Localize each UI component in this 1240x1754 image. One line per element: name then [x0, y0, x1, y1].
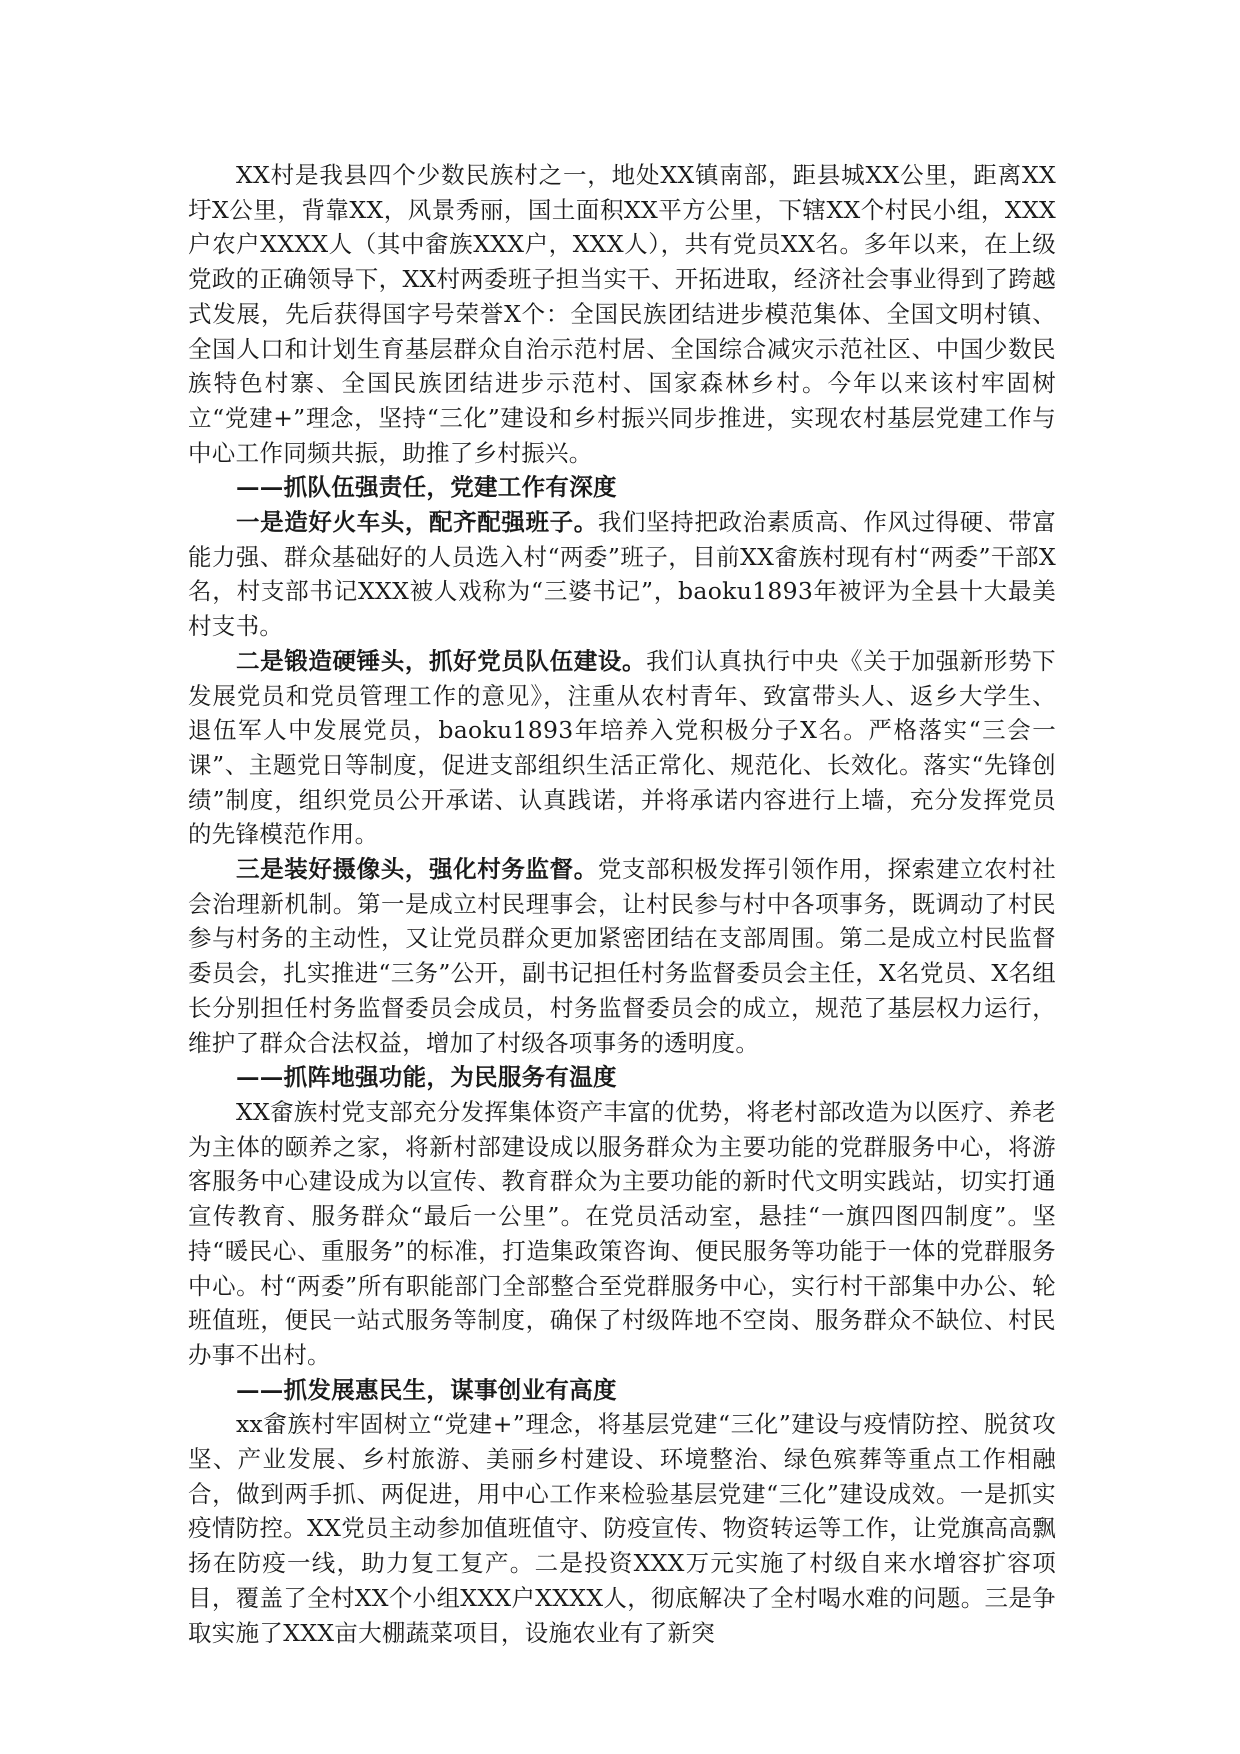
intro-paragraph: XX村是我县四个少数民族村之一，地处XX镇南部，距县城XX公里，距离XX圩X公里，背靠XX，风景秀丽，国土面积XX平方公里，下辖XX个村民小组，XXX户农户XXXX人（其中畲族XXX户，XXX人），共有党员XX名。多年以来，在上级党政的正确领导下，XX村两委班子担当实干、开拓进取，经济社会事业得到了跨越式发展，先后获得国字号荣誉X个：全国民族团结进步模范集体、全国文明村镇、全国人口和计划生育基层群众自治示范村居、全国综合减灾示范社区、中国少数民族特色村寨、全国民族团结进步示范村、国家森林乡村。今年以来该村牢固树立“党建+”理念，坚持“三化”建设和乡村振兴同步推进，实现农村基层党建工作与中心工作同频共振，助推了乡村振兴。 — [188, 161, 1056, 467]
section-heading-team: ——抓队伍强责任，党建工作有深度 — [236, 473, 617, 502]
section-heading-development: ——抓发展惠民生，谋事创业有高度 — [236, 1375, 617, 1404]
paragraph-body: 党支部积极发挥引领作用，探索建立农村社会治理新机制。第一是成立村民理事会，让村民参与村中各项事务，既调动了村民参与村务的主动性，又让党员群众更加紧密团结在支部周围。第二是成立村民监督委员会，扎实推进“三务”公开，副书记担任村务监督委员会主任，X名党员、X名组长分别担任村务监督委员会成员，村务监督委员会的成立，规范了基层权力运行，维护了群众合法权益，增加了村级各项事务的透明度。 — [188, 855, 1057, 1057]
paragraph-body: 我们认真执行中央《关于加强新形势下发展党员和党员管理工作的意见》，注重从农村青年、致富带头人、返乡大学生、退伍军人中发展党员，baoku1893年培养入党积极分子X名。严格落实“三会一课”、主题党日等制度，促进支部组织生活正常化、规范化、长效化。落实“先锋创绩”制度，组织党员公开承诺、认真践诺，并将承诺内容进行上墙，充分发挥党员的先锋模范作用。 — [188, 646, 1056, 849]
paragraph-development: xx畲族村牢固树立“党建+”理念，将基层党建“三化”建设与疫情防控、脱贫攻坚、产业发展、乡村旅游、美丽乡村建设、环境整治、绿色殡葬等重点工作相融合，做到两手抓、两促进，用中心工作来检验基层党建“三化”建设成效。一是抓实疫情防控。XX党员主动参加值班值守、防疫宣传、物资转运等工作，让党旗高高飘扬在防疫一线，助力复工复产。二是投资XXX万元实施了村级自来水增容扩容项目，覆盖了全村XX个小组XXX户XXXX人，彻底解决了全村喝水难的问题。三是争取实施了XXX亩大棚蔬菜项目，设施农业有了新突 — [188, 1410, 1056, 1647]
paragraph-service-center: XX畲族村党支部充分发挥集体资产丰富的优势，将老村部改造为以医疗、养老为主体的颐养之家，将新村部建设成以服务群众为主要功能的党群服务中心，将游客服务中心建设成为以宣传、教育群众为主要功能的新时代文明实践站，切实打通宣传教育、服务群众“最后一公里”。在党员活动室，悬挂“一旗四图四制度”。坚持“暖民心、重服务”的标准，打造集政策咨询、便民服务等功能于一体的党群服务中心。村“两委”所有职能部门全部整合至党群服务中心，实行村干部集中办公、轮班值班，便民一站式服务等制度，确保了村级阵地不空岗、服务群众不缺位、村民办事不出村。 — [188, 1097, 1056, 1369]
paragraph-lead: 一是造好火车头，配齐配强班子。 — [236, 508, 598, 537]
paragraph-supervision — [188, 852, 1056, 1060]
paragraph-body: 我们坚持把政治素质高、作风过得硬、带富能力强、群众基础好的人员选入村“两委”班子，目前XX畲族村现有村“两委”干部X名，村支部书记XXX被人戏称为“三婆书记”，baoku1893年被评为全县十大最美村支书。 — [188, 508, 1057, 641]
section-heading-service: ——抓阵地强功能，为民服务有温度 — [236, 1063, 617, 1092]
paragraph-lead: 三是装好摄像头，强化村务监督。 — [236, 855, 598, 884]
paragraph-party-members — [188, 644, 1056, 852]
paragraph-lead: 二是锻造硬锤头，抓好党员队伍建设。 — [236, 646, 647, 675]
paragraph-leadership — [188, 505, 1056, 644]
